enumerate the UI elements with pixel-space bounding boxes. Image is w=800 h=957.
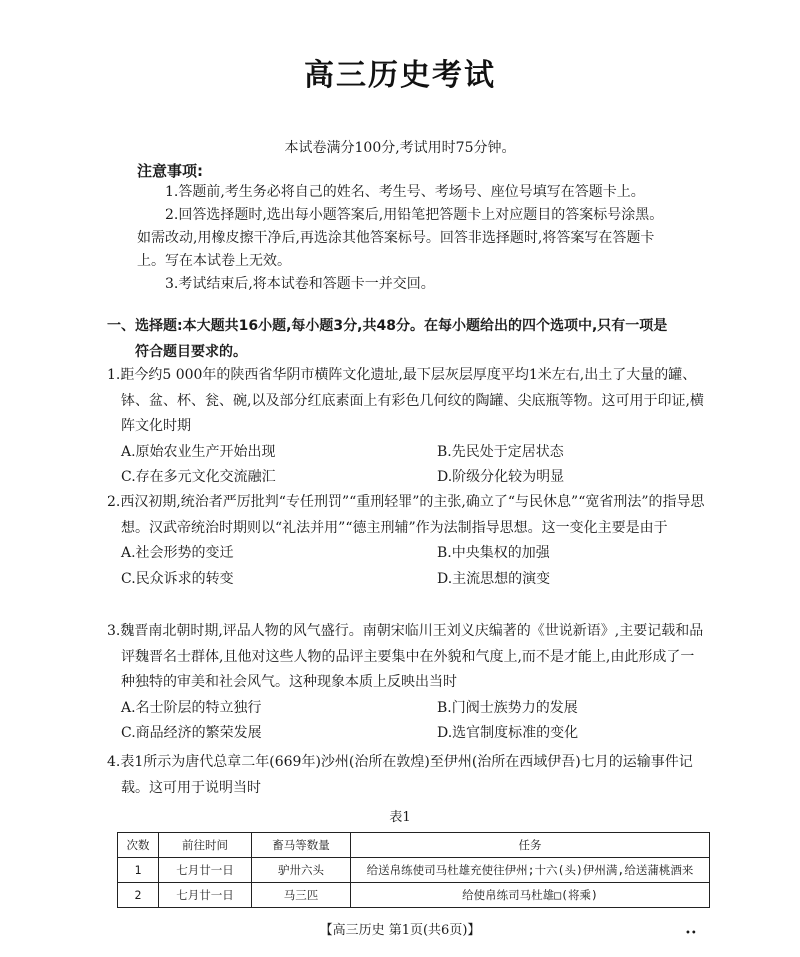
table-header-cell: 畜马等数量	[252, 833, 351, 858]
question-stem: 3.魏晋南北朝时期,评品人物的风气盛行。南朝宋临川王刘义庆编著的《世说新语》,主要记载和品评魏晋名士群体,且他对这些人物的品评主要集中在外貌和气度上,而不是才能上,由此形成了一种独特的审美和社会风气。这种现象本质上反映出当时	[107, 623, 704, 690]
section-heading-line2: 符合题目要求的。	[135, 344, 247, 360]
table-header-cell: 次数	[118, 833, 159, 858]
question-2	[107, 490, 707, 592]
option-b: B.中央集权的加强	[437, 545, 550, 561]
question-stem: 1.距今约5 000年的陕西省华阴市横阵文化遗址,最下层灰层厚度平均1米左右,出土了大量的罐、钵、盆、杯、瓮、碗,以及部分红底素面上有彩色几何纹的陶罐、尖底瓶等物。这可用于印证,横阵文化时期	[107, 367, 704, 434]
table-row	[118, 858, 710, 883]
table-cell: 驴卅六头	[252, 858, 351, 883]
question-stem: 4.表1所示为唐代总章二年(669年)沙州(治所在敦煌)至伊州(治所在西域伊吾)七月的运输事件记载。这可用于说明当时	[107, 754, 693, 796]
notice-body	[137, 181, 677, 296]
option-d: D.选官制度标准的变化	[437, 725, 579, 741]
question-options	[107, 541, 707, 592]
notice-item: 2.回答选择题时,选出每小题答案后,用铅笔把答题卡上对应题目的答案标号涂黑。如需改动,用橡皮擦干净后,再选涂其他答案标号。回答非选择题时,将答案写在答题卡上。写在本试卷上无效。	[137, 207, 664, 269]
option-b: B.门阀士族势力的发展	[437, 699, 578, 716]
exam-title: 高三历史考试	[304, 58, 496, 93]
option-a: A.社会形势的变迁	[121, 545, 234, 561]
table-header-cell: 前往时间	[159, 833, 252, 858]
table-cell: 2	[118, 883, 159, 908]
notice-item: 1.答题前,考生务必将自己的姓名、考生号、考场号、座位号填写在答题卡上。	[165, 184, 645, 200]
table-cell: 七月廿一日	[159, 858, 252, 883]
table-cell: 1	[118, 858, 159, 883]
notice-item: 3.考试结束后,将本试卷和答题卡一并交回。	[165, 276, 435, 292]
table-caption: 表1	[389, 810, 411, 825]
notice-heading: 注意事项:	[137, 162, 203, 180]
option-c: C.商品经济的繁荣发展	[121, 725, 262, 741]
table-cell: 给使帛练司马杜雄□(将乘)	[351, 883, 710, 908]
question-3	[107, 619, 707, 747]
transport-table	[117, 832, 710, 908]
option-d: D.阶级分化较为明显	[437, 469, 565, 485]
option-a: A.名士阶层的特立独行	[121, 699, 262, 716]
corner-mark: ••	[685, 928, 697, 939]
table-cell: 给送帛练使司马杜雄充使往伊州;十六(头)伊州满,给送蒲桃酒来	[351, 858, 710, 883]
table-cell: 七月廿一日	[159, 883, 252, 908]
table-header-row	[118, 833, 710, 858]
page-footer: 【高三历史 第1页(共6页)】	[319, 923, 481, 938]
table-header-cell: 任务	[351, 833, 710, 858]
option-d: D.主流思想的演变	[437, 570, 551, 587]
section-heading-line1: 一、选择题:本大题共16小题,每小题3分,共48分。在每小题给出的四个选项中,只有一项是	[107, 318, 668, 334]
option-c: C.存在多元文化交流融汇	[121, 469, 276, 485]
question-options	[107, 696, 707, 747]
option-c: C.民众诉求的转变	[121, 570, 234, 587]
option-a: A.原始农业生产开始出现	[121, 443, 276, 460]
question-1	[107, 363, 707, 491]
question-4	[107, 750, 707, 801]
question-stem: 2.西汉初期,统治者严厉批判“专任刑罚”“重刑轻罪”的主张,确立了“与民休息”“宽省刑法”的指导思想。汉武帝统治时期则以“礼法并用”“德主刑辅”作为法制指导思想。这一变化主要是由于	[107, 494, 705, 536]
table-cell: 马三匹	[252, 883, 351, 908]
option-b: B.先民处于定居状态	[437, 443, 564, 460]
question-options	[107, 440, 707, 491]
table-row	[118, 883, 710, 908]
exam-subtitle: 本试卷满分100分,考试用时75分钟。	[284, 140, 516, 156]
section-heading	[107, 313, 707, 365]
